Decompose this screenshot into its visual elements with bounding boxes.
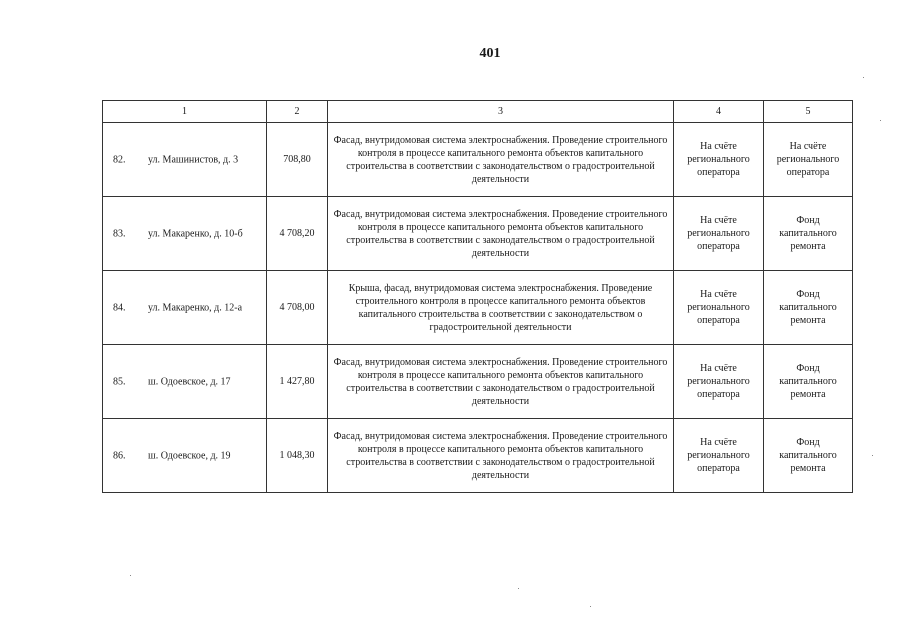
column-4-cell: На счёте регионального оператора [674, 345, 764, 419]
repair-table [102, 100, 853, 493]
address-cell [103, 345, 267, 419]
column-4-cell: На счёте регионального оператора [674, 271, 764, 345]
table-row [103, 123, 853, 197]
column-4-cell: На счёте регионального оператора [674, 123, 764, 197]
column-5-cell: Фонд капитального ремонта [764, 197, 853, 271]
scan-speck [872, 455, 873, 456]
address-cell [103, 419, 267, 493]
address-cell [103, 197, 267, 271]
column-5-cell: Фонд капитального ремонта [764, 345, 853, 419]
column-header-4: 4 [674, 101, 764, 123]
column-5-cell: На счёте регионального оператора [764, 123, 853, 197]
row-number: 83. [113, 228, 126, 239]
scan-speck [863, 77, 864, 78]
row-number: 82. [113, 154, 126, 165]
table-row [103, 197, 853, 271]
column-header-2: 2 [267, 101, 328, 123]
area-cell: 4 708,00 [267, 271, 328, 345]
table-header-row [103, 101, 853, 123]
address: ш. Одоевское, д. 19 [148, 450, 231, 461]
area-cell: 4 708,20 [267, 197, 328, 271]
column-header-3: 3 [328, 101, 674, 123]
column-4-cell: На счёте регионального оператора [674, 419, 764, 493]
column-5-cell: Фонд капитального ремонта [764, 271, 853, 345]
address: ш. Одоевское, д. 17 [148, 376, 231, 387]
column-5-cell: Фонд капитального ремонта [764, 419, 853, 493]
address: ул. Машинистов, д. 3 [148, 154, 239, 165]
column-header-5: 5 [764, 101, 853, 123]
works-cell: Фасад, внутридомовая система электроснабжения. Проведение строительного контроля в процессе капитального ремонта объектов капитального строительства в соответствии с законодательством о градостроительной деятельности [328, 345, 674, 419]
column-header-1: 1 [103, 101, 267, 123]
works-cell: Фасад, внутридомовая система электроснабжения. Проведение строительного контроля в процессе капитального ремонта объектов капитального строительства в соответствии с законодательством о градостроительной деятельности [328, 419, 674, 493]
area-cell: 1 048,30 [267, 419, 328, 493]
table-row [103, 271, 853, 345]
row-number: 86. [113, 450, 126, 461]
address: ул. Макаренко, д. 12-а [148, 302, 243, 313]
address-cell [103, 271, 267, 345]
area-cell: 1 427,80 [267, 345, 328, 419]
address-cell [103, 123, 267, 197]
scan-speck [590, 606, 591, 607]
scan-speck [130, 575, 131, 576]
row-number: 85. [113, 376, 126, 387]
table-row [103, 419, 853, 493]
works-cell: Крыша, фасад, внутридомовая система электроснабжения. Проведение строительного контроля в процессе капитального ремонта объектов капитального строительства в соответствии с законодательством о градостроительной деятельности [328, 271, 674, 345]
table-row [103, 345, 853, 419]
scan-speck [518, 588, 519, 589]
area-cell: 708,80 [267, 123, 328, 197]
column-4-cell: На счёте регионального оператора [674, 197, 764, 271]
row-number: 84. [113, 302, 126, 313]
scan-speck [880, 120, 881, 121]
works-cell: Фасад, внутридомовая система электроснабжения. Проведение строительного контроля в процессе капитального ремонта объектов капитального строительства в соответствии с законодательством о градостроительной деятельности [328, 123, 674, 197]
address: ул. Макаренко, д. 10-б [148, 228, 243, 239]
page-number: 401 [479, 46, 501, 61]
works-cell: Фасад, внутридомовая система электроснабжения. Проведение строительного контроля в процессе капитального ремонта объектов капитального строительства в соответствии с законодательством о градостроительной деятельности [328, 197, 674, 271]
